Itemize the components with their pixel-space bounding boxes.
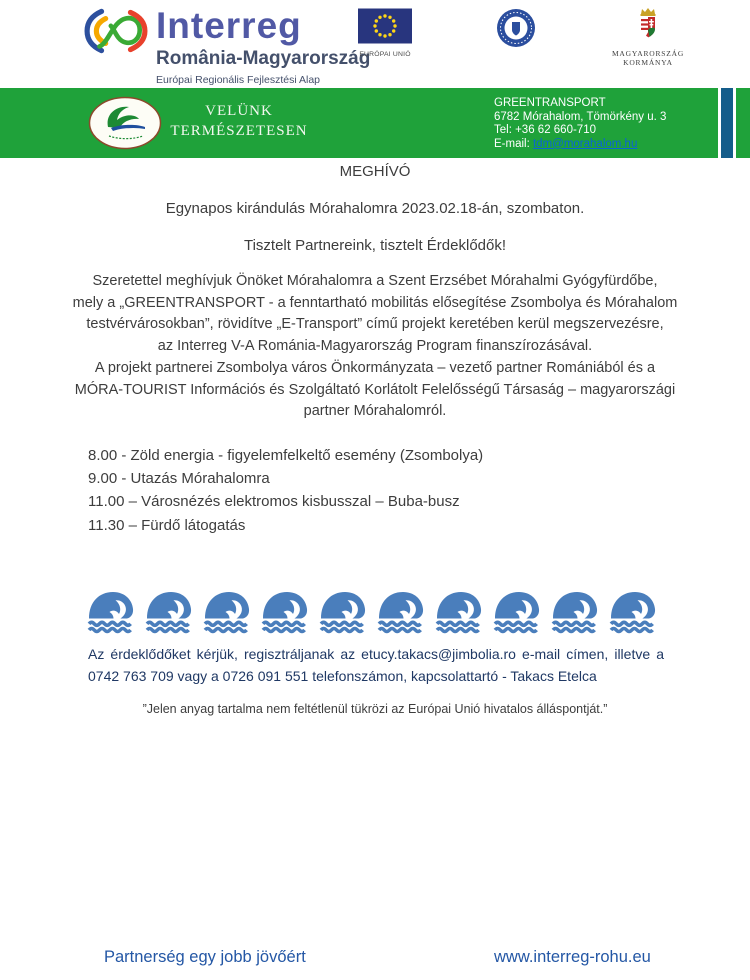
eu-flag-caption: EURÓPAI UNIÓ	[359, 51, 411, 58]
wave-icon	[144, 589, 192, 635]
banner-org-name: GREENTRANSPORT	[494, 97, 606, 109]
footer-slogan: Partnerség egy jobb jövőért	[104, 948, 306, 966]
wave-icon	[260, 589, 308, 635]
banner-tagline-line2: TERMÉSZETESEN	[170, 123, 308, 139]
schedule-item: 9.00 - Utazás Mórahalomra	[88, 470, 270, 488]
interreg-fund-name: Európai Regionális Fejlesztési Alap	[156, 74, 321, 86]
wave-icon	[86, 589, 134, 635]
document-subtitle: Egynapos kirándulás Mórahalomra 2023.02.18-án, szombaton.	[165, 200, 585, 217]
banner-email-link[interactable]: tdm@morahalom.hu	[532, 137, 638, 150]
schedule-item: 11.00 – Városnézés elektromos kisbusszal – Buba-busz	[88, 493, 460, 511]
green-banner	[0, 88, 750, 158]
interreg-brand-wordmark: Interreg	[156, 5, 302, 46]
eu-flag-icon	[358, 31, 412, 48]
disclaimer-line: ”Jelen anyag tartalma nem feltétlenül tükrözi az Európai Unió hivatalos álláspontját.”	[142, 702, 608, 716]
wave-icon	[550, 589, 598, 635]
wave-icons-row	[86, 589, 666, 635]
wave-icon	[492, 589, 540, 635]
romanian-government-seal-icon	[496, 8, 536, 53]
interreg-logo	[84, 5, 370, 86]
intro-line: Szeretettel meghívjuk Önöket Mórahalomra a Szent Erzsébet Mórahalmi Gyógyfürdőbe,	[92, 273, 658, 289]
wave-icon	[202, 589, 250, 635]
schedule-item: 8.00 - Zöld energia - figyelemfelkeltő esemény (Zsombolya)	[88, 447, 484, 464]
interreg-program-name: România-Magyarország	[156, 48, 371, 69]
hungarian-coat-of-arms-icon	[631, 29, 665, 46]
intro-line: az Interreg V-A Románia-Magyarország Program finanszírozásával.	[157, 338, 593, 355]
hungarian-government-logo	[600, 6, 696, 67]
banner-address: 6782 Mórahalom, Tömörkény u. 3	[494, 110, 667, 123]
wave-icon	[376, 589, 424, 635]
interreg-infinity-icon	[84, 5, 148, 62]
intro-paragraph	[45, 271, 705, 423]
intro-line: A projekt partnerei Zsombolya város Önkormányzata – vezető partner Romániából és a	[94, 359, 656, 376]
banner-phone: Tel: +36 62 660-710	[494, 124, 596, 136]
intro-line: MÓRA-TOURIST Információs és Szolgáltató Korlátolt Felelősségű Társaság – magyarországi	[74, 381, 676, 398]
banner-blue-accent-stripe	[721, 88, 733, 158]
intro-line: testvérvárosokban”, rövidítve „E-Transport” című projekt keretében kerül megszervezésre,	[86, 316, 664, 333]
banner-contact-block	[494, 97, 666, 151]
greentransport-oval-logo-icon	[88, 96, 162, 155]
intro-line: partner Mórahalomról.	[303, 403, 447, 420]
hu-gov-caption-line1: MAGYARORSZÁG	[611, 49, 685, 58]
wave-icon	[318, 589, 366, 635]
document-title: MEGHÍVÓ	[339, 163, 411, 180]
schedule-list	[88, 444, 483, 537]
banner-green-edge-stripe	[736, 88, 750, 158]
wave-icon	[434, 589, 482, 635]
registration-paragraph: Az érdeklődőket kérjük, regisztráljanak az etucy.takacs@jimbolia.ro e-mail címen, illetve a 0742 763 709 vagy a 0726 091 551 telefonszámon, kapcsolattartó - Takacs Etelca	[88, 646, 664, 684]
hu-gov-caption-line2: KORMÁNYA	[623, 58, 673, 67]
banner-tagline-line1: VELÜNK	[205, 103, 273, 119]
schedule-item: 11.30 – Fürdő látogatás	[88, 516, 246, 534]
wave-icon	[608, 589, 656, 635]
banner-email-line	[494, 138, 666, 152]
intro-line: mely a „GREENTRANSPORT - a fenntartható mobilitás elősegítése Zsombolya és Mórahalom	[72, 294, 678, 311]
banner-email-label: E-mail:	[494, 137, 533, 150]
footer-website-link[interactable]: www.interreg-rohu.eu	[494, 948, 651, 966]
salutation-line: Tisztelt Partnereink, tisztelt Érdeklődők!	[243, 237, 507, 254]
eu-flag-block	[356, 8, 414, 58]
